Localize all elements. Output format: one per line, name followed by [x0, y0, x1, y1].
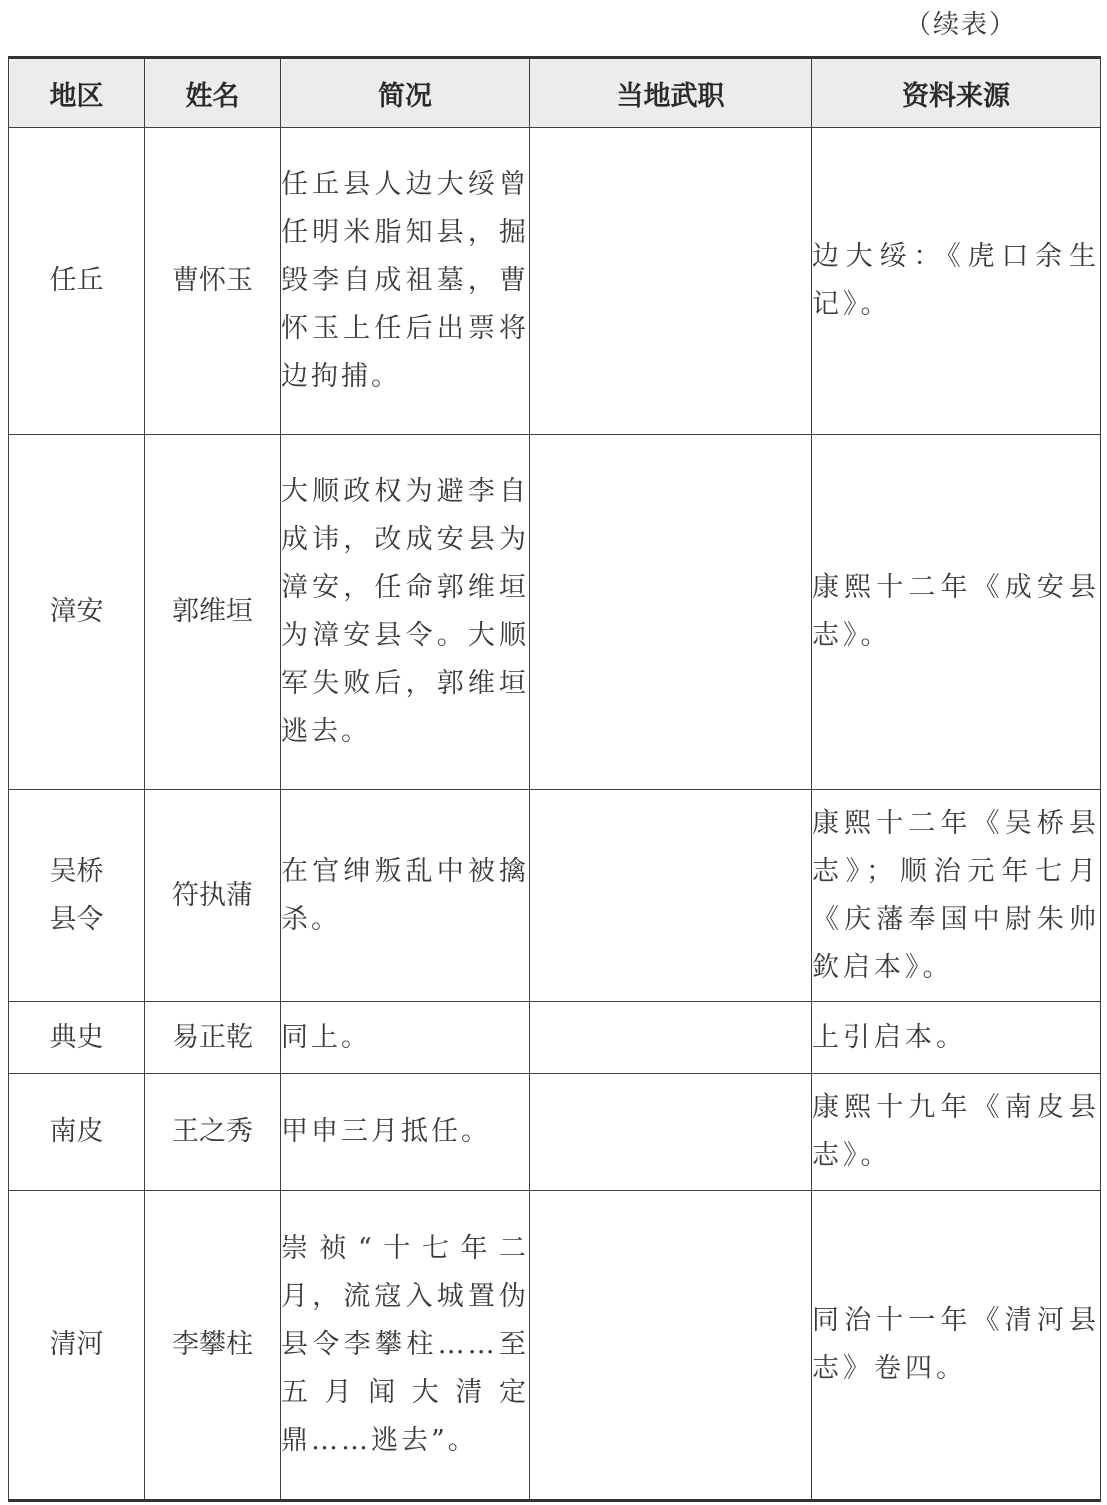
cell-source: 上引启本。 [812, 1002, 1101, 1074]
cell-region: 清河 [9, 1191, 145, 1501]
table-row [9, 790, 1101, 1002]
officials-table [8, 56, 1101, 1502]
table-row [9, 1002, 1101, 1074]
cell-region-text: 吴桥县令 [49, 855, 104, 935]
cell-military [530, 1074, 812, 1191]
cell-summary: 同上。 [281, 1002, 530, 1074]
cell-source: 边大绥：《虎口余生记》。 [812, 128, 1101, 435]
cell-summary: 崇祯“十七年二月，流寇入城置伪县令李攀柱……至五月闻大清定鼎……逃去”。 [281, 1191, 530, 1501]
cell-summary: 在官绅叛乱中被擒杀。 [281, 790, 530, 1002]
cell-source: 康熙十二年《成安县志》。 [812, 435, 1101, 790]
cell-source: 康熙十二年《吴桥县志》；顺治元年七月《庆藩奉国中尉朱帅欽启本》。 [812, 790, 1101, 1002]
cell-region [9, 790, 145, 1002]
header-region: 地区 [9, 58, 145, 128]
table-row [9, 128, 1101, 435]
cell-region: 南皮 [9, 1074, 145, 1191]
cell-source: 同治十一年《清河县志》卷四。 [812, 1191, 1101, 1501]
cell-name: 李攀柱 [145, 1191, 281, 1501]
cell-region: 典史 [9, 1002, 145, 1074]
cell-region: 漳安 [9, 435, 145, 790]
cell-name: 易正乾 [145, 1002, 281, 1074]
table-header-row [9, 58, 1101, 128]
cell-summary: 大顺政权为避李自成讳，改成安县为漳安，任命郭维垣为漳安县令。大顺军失败后，郭维垣逃去。 [281, 435, 530, 790]
header-name: 姓名 [145, 58, 281, 128]
cell-summary: 甲申三月抵任。 [281, 1074, 530, 1191]
table-row [9, 1074, 1101, 1191]
table-row [9, 435, 1101, 790]
cell-name: 王之秀 [145, 1074, 281, 1191]
cell-name: 曹怀玉 [145, 128, 281, 435]
continuation-note: （续表） [904, 10, 1017, 40]
cell-military [530, 435, 812, 790]
cell-source: 康熙十九年《南皮县志》。 [812, 1074, 1101, 1191]
cell-military [530, 128, 812, 435]
cell-name: 符执蒲 [145, 790, 281, 1002]
cell-military [530, 1191, 812, 1501]
cell-region: 任丘 [9, 128, 145, 435]
cell-name: 郭维垣 [145, 435, 281, 790]
cell-summary: 任丘县人边大绥曾任明米脂知县，掘毁李自成祖墓，曹怀玉上任后出票将边拘捕。 [281, 128, 530, 435]
cell-military [530, 1002, 812, 1074]
header-military: 当地武职 [530, 58, 812, 128]
table-row [9, 1191, 1101, 1501]
header-summary: 简况 [281, 58, 530, 128]
cell-military [530, 790, 812, 1002]
header-source: 资料来源 [812, 58, 1101, 128]
